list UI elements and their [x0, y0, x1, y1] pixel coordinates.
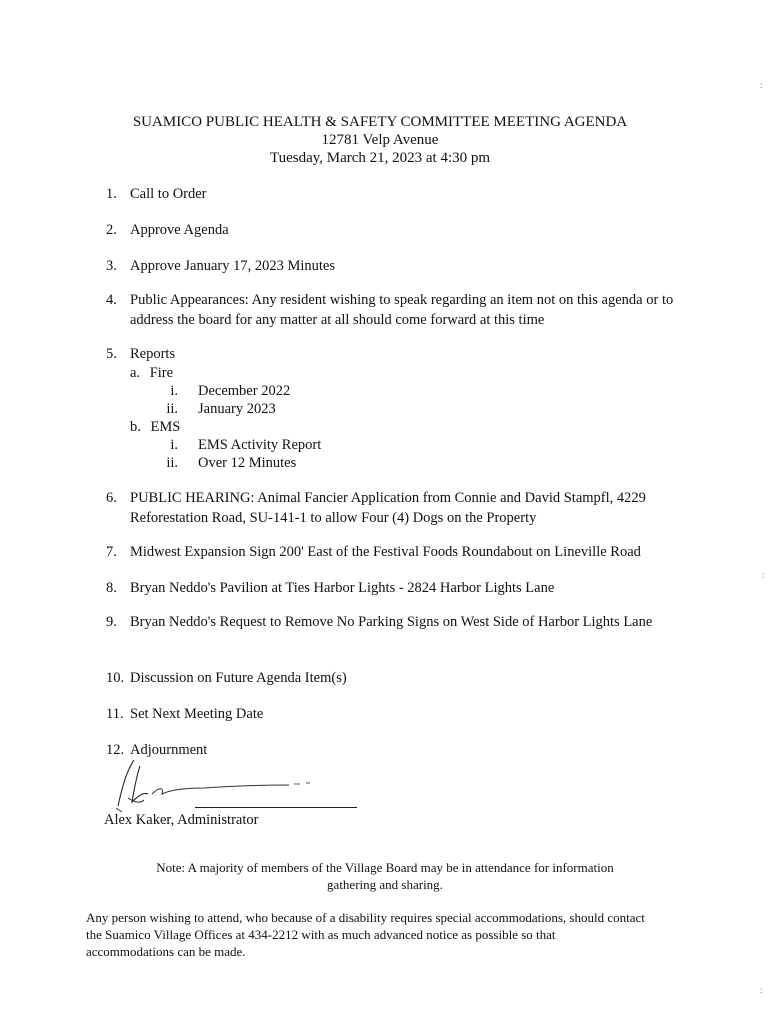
meeting-date: Tuesday, March 21, 2023 at 4:30 pm — [269, 150, 491, 166]
agenda-item-number: 4. — [106, 292, 117, 308]
agenda-item-number: 5. — [106, 346, 117, 362]
agenda-item-text: Call to Order — [130, 186, 207, 202]
signer-name: Alex Kaker, Administrator — [104, 812, 259, 828]
scan-mark: : — [760, 80, 763, 90]
agenda-item-number: 8. — [106, 580, 117, 596]
report-subitem-number: ii. — [166, 455, 178, 471]
agenda-item-number: 10. — [106, 670, 125, 686]
agenda-item-text: Adjournment — [130, 742, 208, 758]
agenda-item-text: Discussion on Future Agenda Item(s) — [130, 670, 347, 686]
board-note: Note: A majority of members of the Village Board may be in attendance for information gathering and sharing. — [156, 860, 614, 892]
agenda-item-number: 2. — [106, 222, 117, 238]
report-subitem-text: EMS Activity Report — [198, 437, 322, 453]
agenda-item-number: 6. — [106, 490, 117, 506]
agenda-item-text: Approve January 17, 2023 Minutes — [130, 258, 335, 274]
report-subitem-text: Over 12 Minutes — [198, 455, 297, 471]
report-letter: b. — [130, 419, 141, 435]
scan-mark: : — [760, 985, 763, 995]
report-fire — [130, 364, 173, 382]
agenda-item-text: Reports — [130, 346, 176, 362]
agenda-item-number: 1. — [106, 186, 117, 202]
report-subitem-number: i. — [170, 383, 178, 399]
agenda-item-number: 3. — [106, 258, 117, 274]
agenda-item-text: PUBLIC HEARING: Animal Fancier Application from Connie and David Stampfl, 4229 Reforestation Road, SU-141-1 to allow Four (4) Dogs on the Property — [130, 490, 646, 526]
page-title: SUAMICO PUBLIC HEALTH & SAFETY COMMITTEE MEETING AGENDA — [132, 114, 628, 130]
report-subitem-text: December 2022 — [198, 383, 291, 399]
agenda-item-text: Approve Agenda — [130, 222, 229, 238]
scan-mark: : — [762, 570, 765, 580]
signature-line — [195, 807, 357, 808]
report-label: EMS — [150, 419, 181, 435]
agenda-item-number: 9. — [106, 614, 117, 630]
accessibility-disclaimer: Any person wishing to attend, who because of a disability requires special accommodations, should contact the Suamico Village Offices at 434-2212 with as much advanced notice as possible so that accommodations can be made. — [86, 910, 645, 959]
agenda-item-number: 11. — [106, 706, 124, 722]
agenda-item-number: 7. — [106, 544, 117, 560]
report-label: Fire — [149, 365, 174, 381]
report-subitem-text: January 2023 — [198, 401, 276, 417]
agenda-item-text: Bryan Neddo's Pavilion at Ties Harbor Lights - 2824 Harbor Lights Lane — [130, 580, 555, 596]
agenda-item-text: Midwest Expansion Sign 200' East of the Festival Foods Roundabout on Lineville Road — [130, 544, 641, 560]
agenda-item-text: Bryan Neddo's Request to Remove No Parking Signs on West Side of Harbor Lights Lane — [130, 614, 653, 630]
agenda-item-text: Public Appearances: Any resident wishing to speak regarding an item not on this agenda or to address the board for any matter at all should come forward at this time — [130, 292, 674, 328]
agenda-item-number: 12. — [106, 742, 125, 758]
report-ems — [130, 418, 180, 436]
handwritten-signature — [104, 758, 364, 814]
agenda-item-text: Set Next Meeting Date — [130, 706, 264, 722]
report-letter: a. — [130, 365, 141, 381]
report-subitem-number: i. — [170, 437, 178, 453]
report-subitem-number: ii. — [166, 401, 178, 417]
meeting-address: 12781 Velp Avenue — [321, 132, 439, 148]
